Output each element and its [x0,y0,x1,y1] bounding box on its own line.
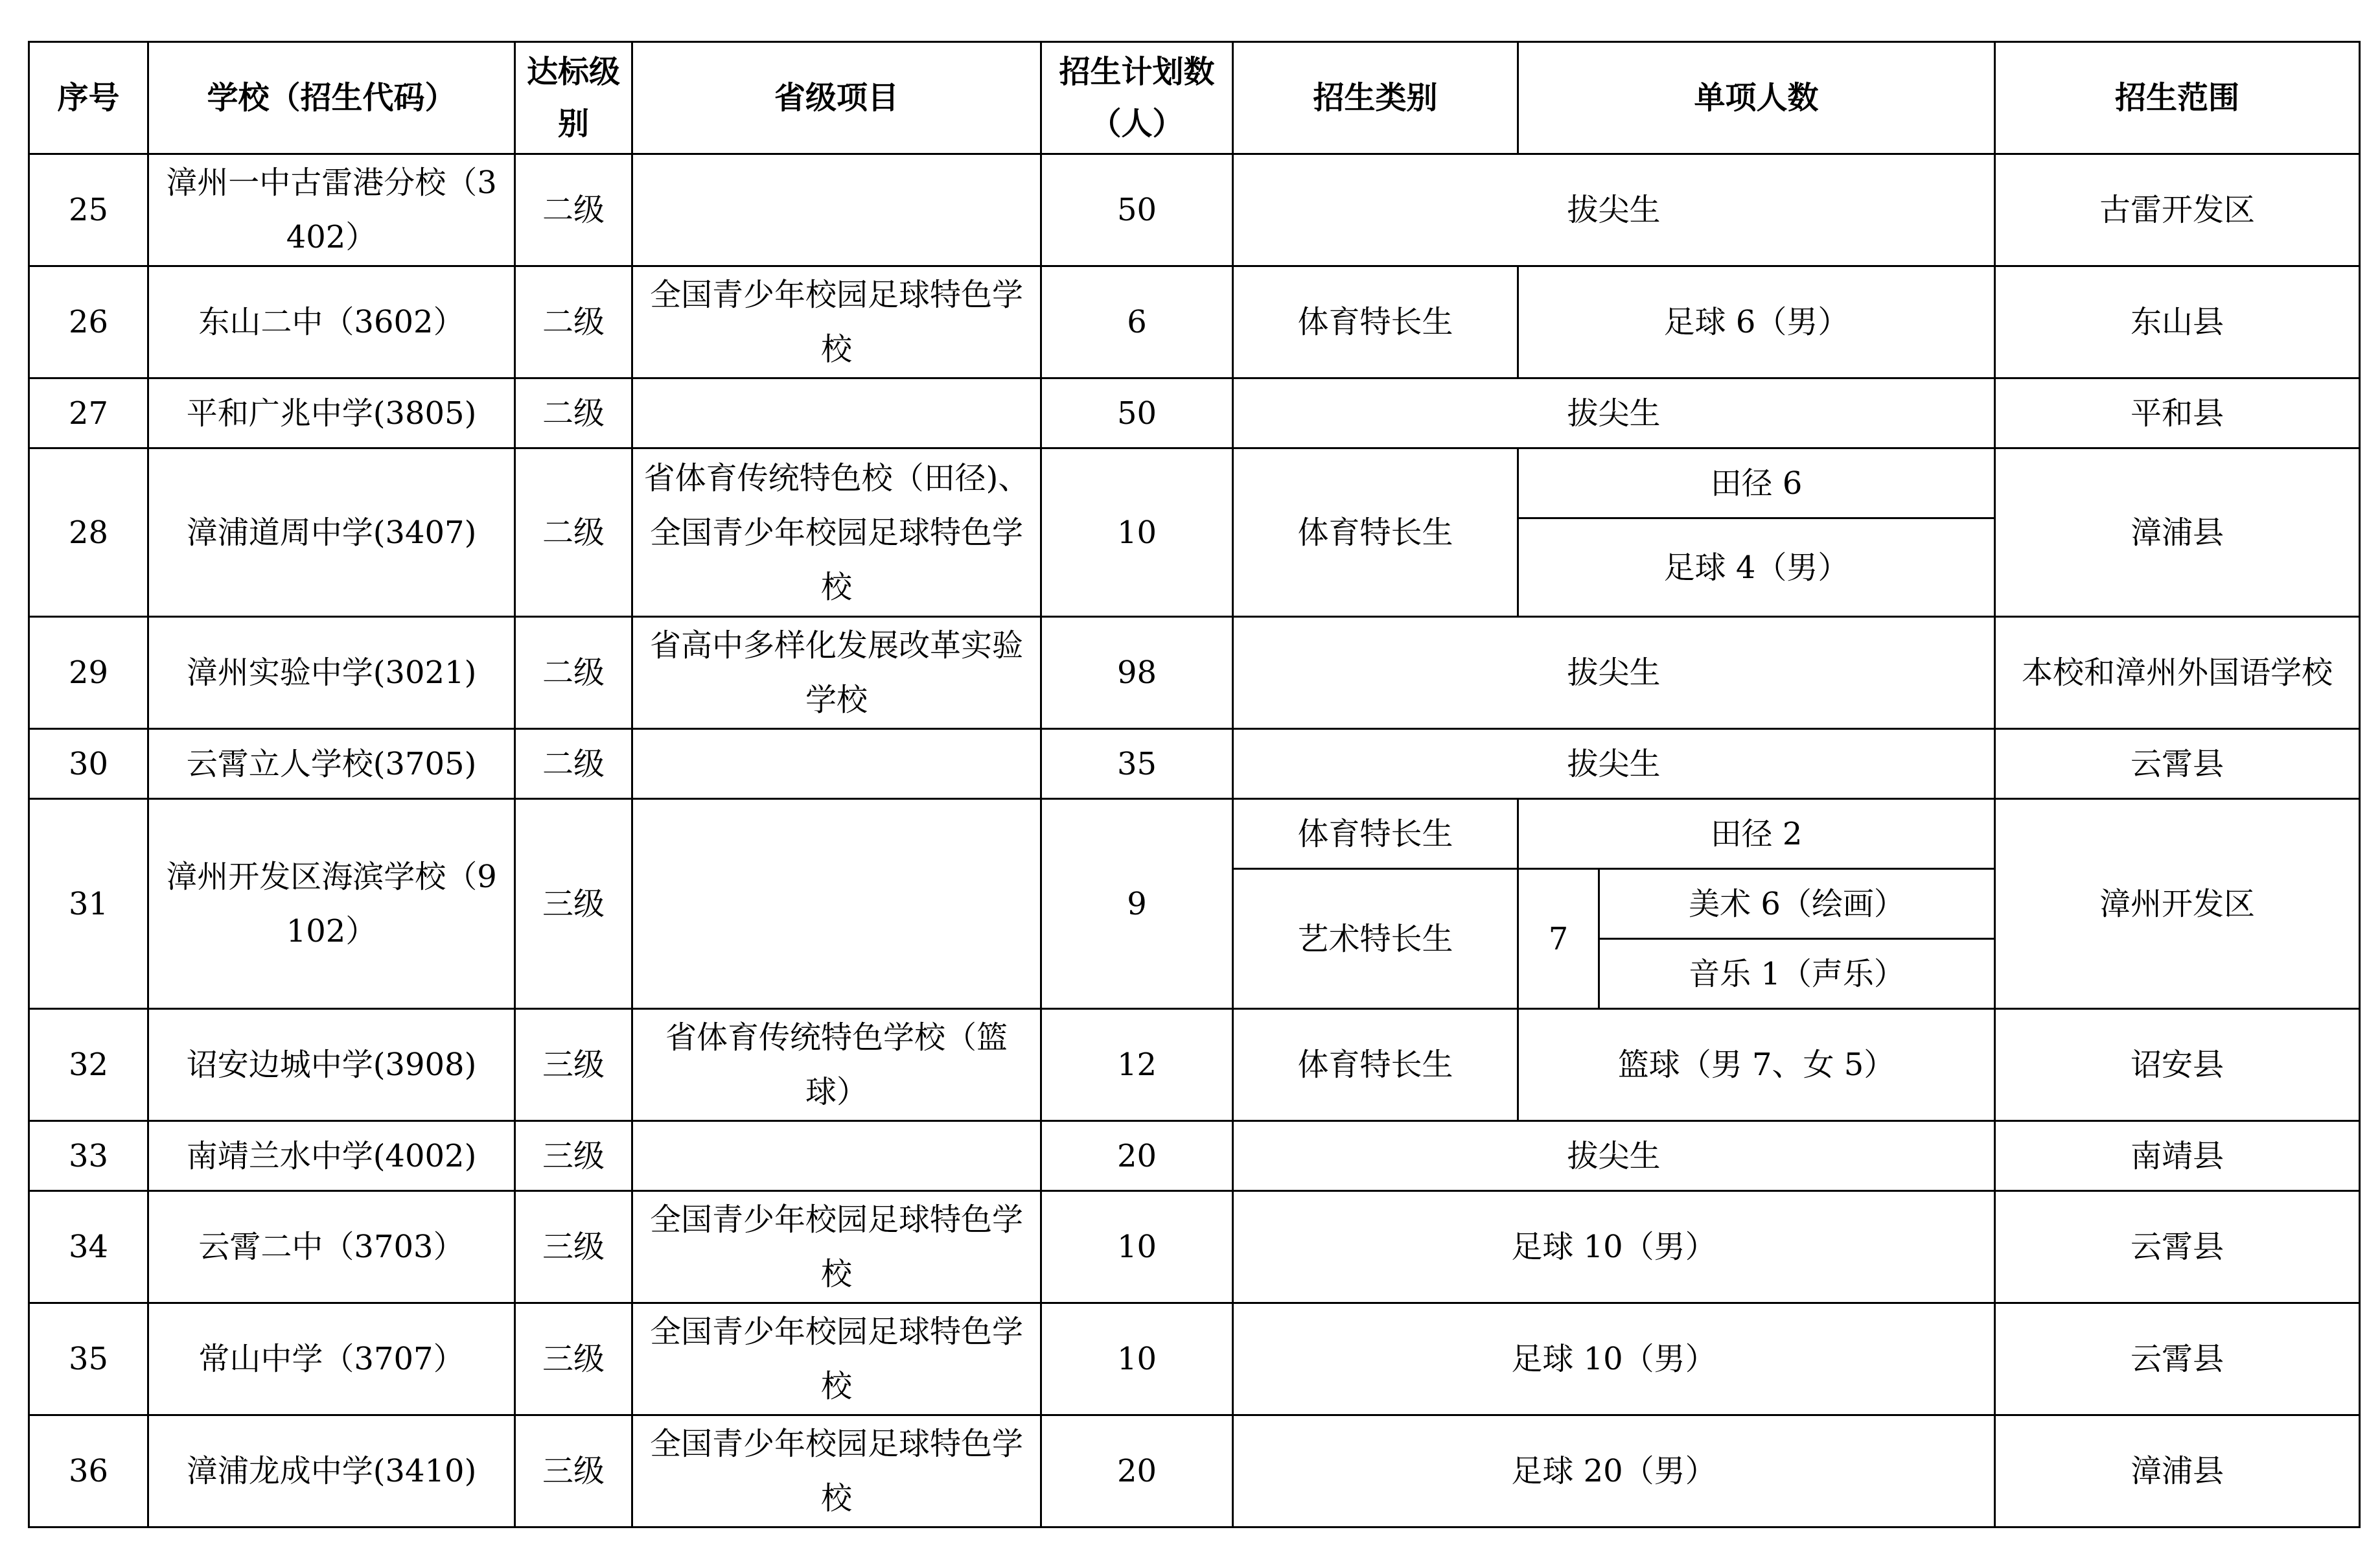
cell-level: 三级 [515,1191,632,1303]
cell-single: 田径 6 [1518,448,1995,518]
cell-scope: 东山县 [1995,266,2360,378]
cell-single: 田径 2 [1518,799,1995,869]
cell-scope: 古雷开发区 [1995,154,2360,266]
cell-level: 二级 [515,617,632,729]
cell-plan: 9 [1041,799,1233,1009]
header-scope: 招生范围 [1995,42,2360,154]
cell-single: 足球 6（男） [1518,266,1995,378]
table-row [29,1191,2360,1303]
cell-project [632,729,1041,799]
cell-level: 三级 [515,799,632,1009]
header-single: 单项人数 [1518,42,1995,154]
header-school: 学校（招生代码） [148,42,515,154]
cell-plan: 20 [1041,1415,1233,1527]
cell-plan: 12 [1041,1009,1233,1121]
cell-project [632,154,1041,266]
cell-plan: 98 [1041,617,1233,729]
header-category: 招生类别 [1233,42,1518,154]
cell-category: 体育特长生 [1233,1009,1518,1121]
cell-level: 二级 [515,448,632,617]
cell-category: 拔尖生 [1233,154,1995,266]
cell-scope: 云霄县 [1995,729,2360,799]
cell-category: 体育特长生 [1233,799,1518,869]
cell-single: 足球 4（男） [1518,518,1995,617]
cell-plan: 10 [1041,1191,1233,1303]
cell-scope: 漳浦县 [1995,1415,2360,1527]
cell-scope: 平和县 [1995,378,2360,448]
cell-seq: 27 [29,378,148,448]
header-plan: 招生计划数（人） [1041,42,1233,154]
table-row [29,729,2360,799]
cell-plan: 10 [1041,1303,1233,1415]
table-row [29,1121,2360,1191]
cell-plan: 50 [1041,154,1233,266]
table-header-row [29,42,2360,154]
cell-scope: 诏安县 [1995,1009,2360,1121]
cell-scope: 云霄县 [1995,1191,2360,1303]
enrollment-table [28,41,2361,1528]
cell-category: 体育特长生 [1233,448,1518,617]
cell-level: 三级 [515,1009,632,1121]
table-row [29,617,2360,729]
cell-project: 省体育传统特色校（田径)、全国青少年校园足球特色学校 [632,448,1041,617]
cell-plan: 20 [1041,1121,1233,1191]
cell-project: 全国青少年校园足球特色学校 [632,266,1041,378]
cell-level: 二级 [515,378,632,448]
cell-single: 篮球（男 7、女 5） [1518,1009,1995,1121]
cell-level: 三级 [515,1415,632,1527]
header-level: 达标级别 [515,42,632,154]
cell-category: 拔尖生 [1233,378,1995,448]
table-row [29,1415,2360,1527]
cell-single: 美术 6（绘画） [1599,869,1995,939]
cell-seq: 30 [29,729,148,799]
cell-art-count: 7 [1518,869,1599,1009]
table-row [29,799,2360,869]
cell-level: 三级 [515,1303,632,1415]
cell-level: 三级 [515,1121,632,1191]
cell-category: 拔尖生 [1233,1121,1995,1191]
cell-seq: 35 [29,1303,148,1415]
cell-category: 足球 20（男） [1233,1415,1995,1527]
cell-school: 漳浦道周中学(3407) [148,448,515,617]
cell-school: 漳浦龙成中学(3410) [148,1415,515,1527]
cell-project: 全国青少年校园足球特色学校 [632,1191,1041,1303]
cell-scope: 本校和漳州外国语学校 [1995,617,2360,729]
cell-project: 省体育传统特色学校（篮球） [632,1009,1041,1121]
cell-seq: 28 [29,448,148,617]
cell-level: 二级 [515,154,632,266]
table-row [29,1009,2360,1121]
cell-seq: 25 [29,154,148,266]
cell-category: 艺术特长生 [1233,869,1518,1009]
cell-plan: 6 [1041,266,1233,378]
cell-level: 二级 [515,266,632,378]
cell-school: 平和广兆中学(3805) [148,378,515,448]
cell-project: 全国青少年校园足球特色学校 [632,1303,1041,1415]
cell-school: 漳州一中古雷港分校（3402） [148,154,515,266]
cell-project: 省高中多样化发展改革实验学校 [632,617,1041,729]
cell-plan: 35 [1041,729,1233,799]
cell-seq: 33 [29,1121,148,1191]
cell-school: 东山二中（3602） [148,266,515,378]
cell-category: 拔尖生 [1233,617,1995,729]
cell-plan: 10 [1041,448,1233,617]
cell-school: 云霄立人学校(3705) [148,729,515,799]
table-row [29,266,2360,378]
cell-seq: 31 [29,799,148,1009]
cell-scope: 云霄县 [1995,1303,2360,1415]
cell-school: 漳州实验中学(3021) [148,617,515,729]
cell-school: 南靖兰水中学(4002) [148,1121,515,1191]
cell-school: 漳州开发区海滨学校（9102） [148,799,515,1009]
table-row [29,448,2360,518]
cell-plan: 50 [1041,378,1233,448]
cell-seq: 32 [29,1009,148,1121]
cell-project [632,1121,1041,1191]
cell-scope: 漳浦县 [1995,448,2360,617]
cell-project [632,378,1041,448]
header-project: 省级项目 [632,42,1041,154]
cell-project [632,799,1041,1009]
cell-school: 常山中学（3707） [148,1303,515,1415]
cell-seq: 29 [29,617,148,729]
cell-category: 拔尖生 [1233,729,1995,799]
cell-scope: 南靖县 [1995,1121,2360,1191]
cell-seq: 26 [29,266,148,378]
table-row [29,1303,2360,1415]
cell-category: 足球 10（男） [1233,1191,1995,1303]
cell-category: 足球 10（男） [1233,1303,1995,1415]
header-seq: 序号 [29,42,148,154]
cell-scope: 漳州开发区 [1995,799,2360,1009]
cell-school: 诏安边城中学(3908) [148,1009,515,1121]
cell-seq: 36 [29,1415,148,1527]
cell-level: 二级 [515,729,632,799]
table-row [29,154,2360,266]
cell-project: 全国青少年校园足球特色学校 [632,1415,1041,1527]
cell-category: 体育特长生 [1233,266,1518,378]
cell-seq: 34 [29,1191,148,1303]
cell-school: 云霄二中（3703） [148,1191,515,1303]
table-row [29,378,2360,448]
cell-single: 音乐 1（声乐） [1599,939,1995,1009]
